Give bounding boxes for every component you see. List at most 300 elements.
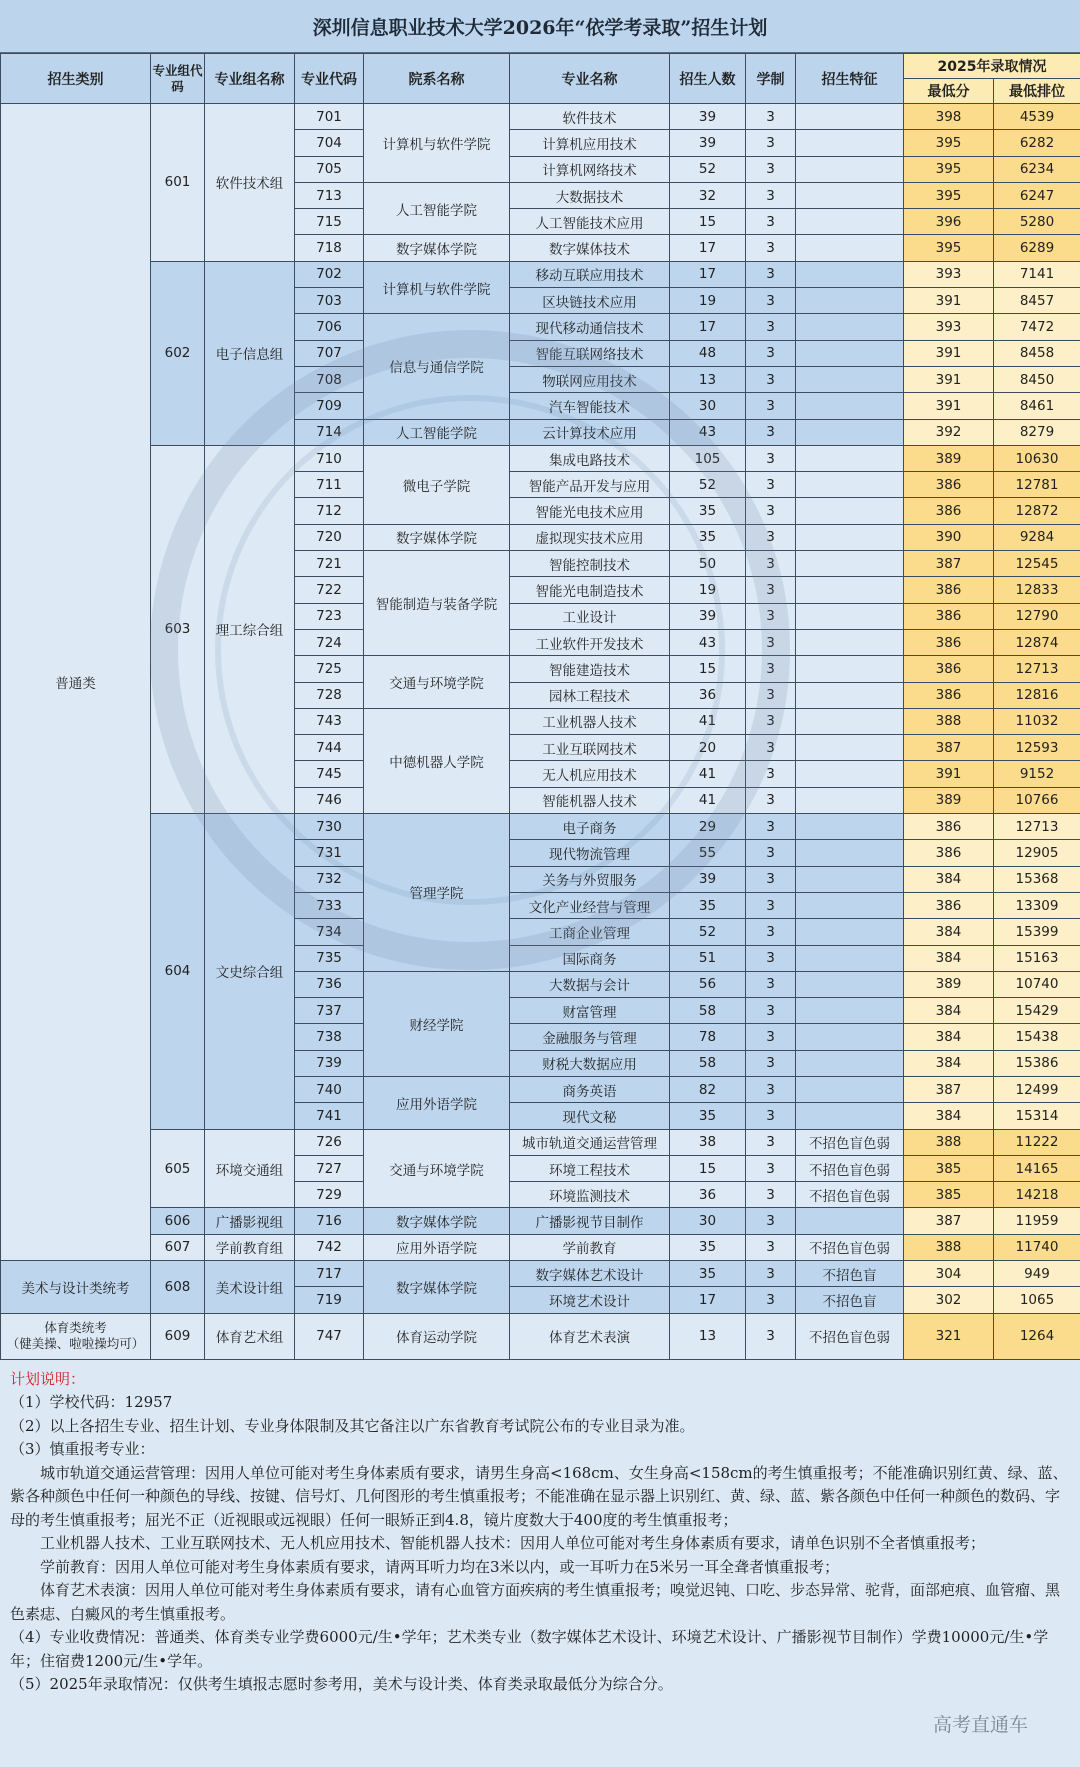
years: 3 (746, 261, 796, 287)
feature (796, 735, 904, 761)
category-cell: 美术与设计类统考 (1, 1261, 151, 1314)
min-score: 388 (904, 708, 994, 734)
header-major: 专业名称 (510, 54, 670, 104)
quota: 50 (670, 551, 746, 577)
school-name: 人工智能学院 (364, 182, 510, 235)
major-code: 704 (295, 130, 364, 156)
min-rank: 13309 (994, 892, 1080, 918)
group-name: 美术设计组 (205, 1261, 295, 1314)
major-code: 718 (295, 235, 364, 261)
major-code: 740 (295, 1076, 364, 1102)
quota: 17 (670, 1287, 746, 1313)
min-rank: 12545 (994, 551, 1080, 577)
quota: 36 (670, 1182, 746, 1208)
quota: 35 (670, 892, 746, 918)
quota: 19 (670, 288, 746, 314)
min-rank: 10766 (994, 787, 1080, 813)
table-row (1, 1129, 1080, 1155)
table-row (1, 261, 1080, 287)
feature (796, 1076, 904, 1102)
major-name: 财税大数据应用 (510, 1050, 670, 1076)
min-score: 387 (904, 1208, 994, 1234)
years: 3 (746, 182, 796, 208)
major-code: 739 (295, 1050, 364, 1076)
feature (796, 261, 904, 287)
years: 3 (746, 629, 796, 655)
group-name: 理工综合组 (205, 445, 295, 813)
group-name: 体育艺术组 (205, 1313, 295, 1359)
quota: 19 (670, 577, 746, 603)
years: 3 (746, 814, 796, 840)
header-category: 招生类别 (1, 54, 151, 104)
major-name: 智能光电制造技术 (510, 577, 670, 603)
min-score: 386 (904, 840, 994, 866)
min-rank: 5280 (994, 209, 1080, 235)
major-code: 717 (295, 1261, 364, 1287)
years: 3 (746, 761, 796, 787)
quota: 35 (670, 1103, 746, 1129)
min-score: 393 (904, 314, 994, 340)
major-code: 706 (295, 314, 364, 340)
major-code: 719 (295, 1287, 364, 1313)
min-rank: 12713 (994, 656, 1080, 682)
page-title: 深圳信息职业技术大学2026年“依学考录取”招生计划 (0, 0, 1080, 53)
feature (796, 682, 904, 708)
major-name: 体育艺术表演 (510, 1313, 670, 1359)
category-cell (1, 1313, 151, 1359)
major-code: 738 (295, 1024, 364, 1050)
years: 3 (746, 1024, 796, 1050)
min-score: 391 (904, 761, 994, 787)
min-rank: 12816 (994, 682, 1080, 708)
major-code: 746 (295, 787, 364, 813)
major-name: 工业机器人技术 (510, 708, 670, 734)
years: 3 (746, 1076, 796, 1102)
feature (796, 892, 904, 918)
major-name: 大数据技术 (510, 182, 670, 208)
group-code: 603 (151, 445, 205, 813)
header-feature: 招生特征 (796, 54, 904, 104)
major-name: 工业互联网技术 (510, 735, 670, 761)
major-name: 云计算技术应用 (510, 419, 670, 445)
feature (796, 761, 904, 787)
major-name: 大数据与会计 (510, 971, 670, 997)
group-name: 广播影视组 (205, 1208, 295, 1234)
min-score: 389 (904, 971, 994, 997)
feature (796, 1024, 904, 1050)
quota: 29 (670, 814, 746, 840)
years: 3 (746, 656, 796, 682)
quota: 78 (670, 1024, 746, 1050)
years: 3 (746, 1103, 796, 1129)
min-score: 395 (904, 235, 994, 261)
note-item: （4）专业收费情况：普通类、体育类专业学费6000元/生•学年；艺术类专业（数字媒体艺术设计、环境艺术设计、广播影视节目制作）学费10000元/生•学年；住宿费1200元/生•学年。 (10, 1628, 1049, 1670)
major-code: 721 (295, 551, 364, 577)
years: 3 (746, 1050, 796, 1076)
quota: 48 (670, 340, 746, 366)
major-name: 软件技术 (510, 104, 670, 130)
years: 3 (746, 235, 796, 261)
major-name: 物联网应用技术 (510, 366, 670, 392)
school-name: 管理学院 (364, 814, 510, 972)
header-major-code: 专业代码 (295, 54, 364, 104)
years: 3 (746, 314, 796, 340)
min-rank: 7141 (994, 261, 1080, 287)
feature (796, 130, 904, 156)
category-line: （健美操、啦啦操均可） (6, 1336, 145, 1352)
school-name: 数字媒体学院 (364, 235, 510, 261)
years: 3 (746, 1155, 796, 1181)
min-rank: 15429 (994, 998, 1080, 1024)
major-code: 711 (295, 472, 364, 498)
source-watermark: 高考直通车 (932, 1714, 1028, 1736)
min-score: 398 (904, 104, 994, 130)
min-score: 389 (904, 445, 994, 471)
major-name: 金融服务与管理 (510, 1024, 670, 1050)
min-score: 384 (904, 945, 994, 971)
group-code: 608 (151, 1261, 205, 1314)
years: 3 (746, 1287, 796, 1313)
quota: 43 (670, 629, 746, 655)
min-rank: 12874 (994, 629, 1080, 655)
major-code: 735 (295, 945, 364, 971)
quota: 35 (670, 524, 746, 550)
feature (796, 104, 904, 130)
school-name: 体育运动学院 (364, 1313, 510, 1359)
major-code: 727 (295, 1155, 364, 1181)
major-code: 731 (295, 840, 364, 866)
major-name: 无人机应用技术 (510, 761, 670, 787)
years: 3 (746, 1313, 796, 1359)
header-min-rank: 最低排位 (994, 79, 1080, 104)
major-name: 财富管理 (510, 998, 670, 1024)
quota: 39 (670, 603, 746, 629)
table-row (1, 1208, 1080, 1234)
years: 3 (746, 393, 796, 419)
min-score: 386 (904, 656, 994, 682)
school-name: 中德机器人学院 (364, 708, 510, 813)
years: 3 (746, 1234, 796, 1260)
years: 3 (746, 603, 796, 629)
min-rank: 15368 (994, 866, 1080, 892)
feature: 不招色盲色弱 (796, 1155, 904, 1181)
min-score: 388 (904, 1234, 994, 1260)
years: 3 (746, 577, 796, 603)
years: 3 (746, 682, 796, 708)
quota: 82 (670, 1076, 746, 1102)
feature (796, 945, 904, 971)
major-code: 747 (295, 1313, 364, 1359)
min-rank: 11740 (994, 1234, 1080, 1260)
quota: 39 (670, 866, 746, 892)
quota: 52 (670, 156, 746, 182)
years: 3 (746, 156, 796, 182)
plan-notes (0, 1360, 1080, 1697)
header-school: 院系名称 (364, 54, 510, 104)
years: 3 (746, 209, 796, 235)
major-name: 移动互联应用技术 (510, 261, 670, 287)
min-rank: 12872 (994, 498, 1080, 524)
major-name: 工商企业管理 (510, 919, 670, 945)
school-name: 计算机与软件学院 (364, 104, 510, 183)
group-code: 604 (151, 814, 205, 1130)
quota: 13 (670, 366, 746, 392)
note-item: 学前教育：因用人单位可能对考生身体素质有要求，请两耳听力均在3米以内，或一耳听力在5米另一耳全聋者慎重报考； (40, 1557, 840, 1576)
quota: 20 (670, 735, 746, 761)
quota: 17 (670, 261, 746, 287)
major-code: 703 (295, 288, 364, 314)
min-rank: 14218 (994, 1182, 1080, 1208)
group-name: 文史综合组 (205, 814, 295, 1130)
group-code: 609 (151, 1313, 205, 1359)
min-rank: 6282 (994, 130, 1080, 156)
years: 3 (746, 1182, 796, 1208)
major-code: 705 (295, 156, 364, 182)
group-name: 环境交通组 (205, 1129, 295, 1208)
min-rank: 8461 (994, 393, 1080, 419)
major-code: 742 (295, 1234, 364, 1260)
feature (796, 840, 904, 866)
major-code: 710 (295, 445, 364, 471)
quota: 55 (670, 840, 746, 866)
major-name: 虚拟现实技术应用 (510, 524, 670, 550)
feature (796, 629, 904, 655)
major-code: 734 (295, 919, 364, 945)
major-name: 区块链技术应用 (510, 288, 670, 314)
quota: 105 (670, 445, 746, 471)
min-rank: 14165 (994, 1155, 1080, 1181)
major-code: 744 (295, 735, 364, 761)
quota: 41 (670, 761, 746, 787)
category-cell: 普通类 (1, 104, 151, 1261)
major-code: 726 (295, 1129, 364, 1155)
min-rank: 12905 (994, 840, 1080, 866)
min-rank: 12593 (994, 735, 1080, 761)
major-name: 国际商务 (510, 945, 670, 971)
major-name: 工业软件开发技术 (510, 629, 670, 655)
min-rank: 7472 (994, 314, 1080, 340)
major-name: 数字媒体艺术设计 (510, 1261, 670, 1287)
quota: 32 (670, 182, 746, 208)
major-code: 722 (295, 577, 364, 603)
major-code: 709 (295, 393, 364, 419)
years: 3 (746, 787, 796, 813)
major-code: 732 (295, 866, 364, 892)
min-score: 390 (904, 524, 994, 550)
school-name: 信息与通信学院 (364, 314, 510, 419)
feature (796, 393, 904, 419)
major-code: 715 (295, 209, 364, 235)
table-row (1, 1261, 1080, 1287)
category-line: 体育类统考 (44, 1320, 107, 1336)
major-code: 725 (295, 656, 364, 682)
years: 3 (746, 288, 796, 314)
feature (796, 814, 904, 840)
min-rank: 11032 (994, 708, 1080, 734)
quota: 43 (670, 419, 746, 445)
min-rank: 12790 (994, 603, 1080, 629)
header-years: 学制 (746, 54, 796, 104)
group-name: 电子信息组 (205, 261, 295, 445)
min-rank: 12833 (994, 577, 1080, 603)
major-name: 智能光电技术应用 (510, 498, 670, 524)
quota: 15 (670, 1155, 746, 1181)
years: 3 (746, 840, 796, 866)
feature (796, 472, 904, 498)
major-name: 汽车智能技术 (510, 393, 670, 419)
table-row (1, 104, 1080, 130)
header-group-code: 专业组代码 (151, 54, 205, 104)
min-rank: 15438 (994, 1024, 1080, 1050)
feature (796, 366, 904, 392)
major-name: 关务与外贸服务 (510, 866, 670, 892)
years: 3 (746, 445, 796, 471)
quota: 39 (670, 104, 746, 130)
min-score: 384 (904, 1050, 994, 1076)
feature (796, 288, 904, 314)
feature (796, 235, 904, 261)
quota: 35 (670, 1234, 746, 1260)
quota: 35 (670, 498, 746, 524)
quota: 15 (670, 209, 746, 235)
feature (796, 787, 904, 813)
feature (796, 998, 904, 1024)
major-name: 智能建造技术 (510, 656, 670, 682)
major-name: 集成电路技术 (510, 445, 670, 471)
header-group-name: 专业组名称 (205, 54, 295, 104)
major-name: 环境工程技术 (510, 1155, 670, 1181)
table-row (1, 814, 1080, 840)
table-row (1, 1313, 1080, 1359)
years: 3 (746, 498, 796, 524)
quota: 38 (670, 1129, 746, 1155)
major-code: 708 (295, 366, 364, 392)
major-code: 702 (295, 261, 364, 287)
major-name: 园林工程技术 (510, 682, 670, 708)
min-score: 321 (904, 1313, 994, 1359)
min-rank: 6234 (994, 156, 1080, 182)
group-code: 607 (151, 1234, 205, 1260)
major-name: 智能控制技术 (510, 551, 670, 577)
feature: 不招色盲 (796, 1287, 904, 1313)
min-rank: 4539 (994, 104, 1080, 130)
years: 3 (746, 551, 796, 577)
note-item: （1）学校代码：12957 (10, 1393, 173, 1412)
years: 3 (746, 419, 796, 445)
note-item: 体育艺术表演：因用人单位可能对考生身体素质有要求，请有心血管方面疾病的考生慎重报考；嗅觉迟钝、口吃、步态异常、驼背，面部疤痕、血管瘤、黑色素痣、白癜风的考生慎重报考。 (10, 1581, 1061, 1623)
min-score: 387 (904, 551, 994, 577)
table-row (1, 445, 1080, 471)
major-name: 环境艺术设计 (510, 1287, 670, 1313)
school-name: 人工智能学院 (364, 419, 510, 445)
years: 3 (746, 130, 796, 156)
major-name: 人工智能技术应用 (510, 209, 670, 235)
school-name: 交通与环境学院 (364, 656, 510, 709)
major-code: 713 (295, 182, 364, 208)
major-name: 商务英语 (510, 1076, 670, 1102)
min-rank: 949 (994, 1261, 1080, 1287)
years: 3 (746, 104, 796, 130)
min-score: 386 (904, 814, 994, 840)
min-score: 391 (904, 366, 994, 392)
feature (796, 603, 904, 629)
min-score: 395 (904, 156, 994, 182)
quota: 52 (670, 919, 746, 945)
feature (796, 156, 904, 182)
years: 3 (746, 340, 796, 366)
feature (796, 1208, 904, 1234)
min-score: 389 (904, 787, 994, 813)
school-name: 财经学院 (364, 971, 510, 1076)
major-code: 730 (295, 814, 364, 840)
min-score: 384 (904, 998, 994, 1024)
feature (796, 866, 904, 892)
school-name: 微电子学院 (364, 445, 510, 524)
major-name: 现代物流管理 (510, 840, 670, 866)
note-item: （5）2025年录取情况：仅供考生填报志愿时参考用，美术与设计类、体育类录取最低分为综合分。 (10, 1675, 673, 1694)
min-rank: 8457 (994, 288, 1080, 314)
min-rank: 11959 (994, 1208, 1080, 1234)
min-rank: 8458 (994, 340, 1080, 366)
min-rank: 12781 (994, 472, 1080, 498)
years: 3 (746, 708, 796, 734)
feature: 不招色盲色弱 (796, 1129, 904, 1155)
years: 3 (746, 735, 796, 761)
years: 3 (746, 866, 796, 892)
min-rank: 1264 (994, 1313, 1080, 1359)
min-rank: 9284 (994, 524, 1080, 550)
school-name: 计算机与软件学院 (364, 261, 510, 314)
min-rank: 10630 (994, 445, 1080, 471)
years: 3 (746, 524, 796, 550)
min-rank: 9152 (994, 761, 1080, 787)
note-item: （2）以上各招生专业、招生计划、专业身体限制及其它备注以广东省教育考试院公布的专业目录为准。 (10, 1416, 695, 1435)
feature (796, 209, 904, 235)
major-code: 712 (295, 498, 364, 524)
major-code: 737 (295, 998, 364, 1024)
feature (796, 524, 904, 550)
years: 3 (746, 892, 796, 918)
feature: 不招色盲色弱 (796, 1313, 904, 1359)
note-item: 城市轨道交通运营管理：因用人单位可能对考生身体素质有要求，请男生身高<168cm、女生身高<158cm的考生慎重报考；不能准确识别红黄、绿、蓝、紫各种颜色中任何一种颜色的导线、按键、信号灯、几何图形的考生慎重报考；不能准确在显示器上识别红、黄、绿、蓝、紫各颜色中任何一种颜色的数码、字母的考生慎重报考；屈光不正（近视眼或远视眼）任何一眼矫正到4.8，镜片度数大于400度的考生慎重报考； (10, 1463, 1068, 1529)
major-name: 广播影视节目制作 (510, 1208, 670, 1234)
quota: 30 (670, 393, 746, 419)
min-score: 387 (904, 1076, 994, 1102)
min-score: 385 (904, 1155, 994, 1181)
min-rank: 8450 (994, 366, 1080, 392)
min-rank: 12499 (994, 1076, 1080, 1102)
major-name: 城市轨道交通运营管理 (510, 1129, 670, 1155)
min-rank: 1065 (994, 1287, 1080, 1313)
major-name: 计算机应用技术 (510, 130, 670, 156)
major-name: 电子商务 (510, 814, 670, 840)
major-code: 724 (295, 629, 364, 655)
min-rank: 15399 (994, 919, 1080, 945)
group-name: 学前教育组 (205, 1234, 295, 1260)
major-code: 720 (295, 524, 364, 550)
min-score: 396 (904, 209, 994, 235)
major-name: 现代文秘 (510, 1103, 670, 1129)
group-code: 605 (151, 1129, 205, 1208)
years: 3 (746, 919, 796, 945)
table-row (1, 1234, 1080, 1260)
min-score: 388 (904, 1129, 994, 1155)
quota: 13 (670, 1313, 746, 1359)
major-code: 736 (295, 971, 364, 997)
header-min-score: 最低分 (904, 79, 994, 104)
school-name: 智能制造与装备学院 (364, 551, 510, 656)
admission-plan-table (0, 53, 1080, 1360)
